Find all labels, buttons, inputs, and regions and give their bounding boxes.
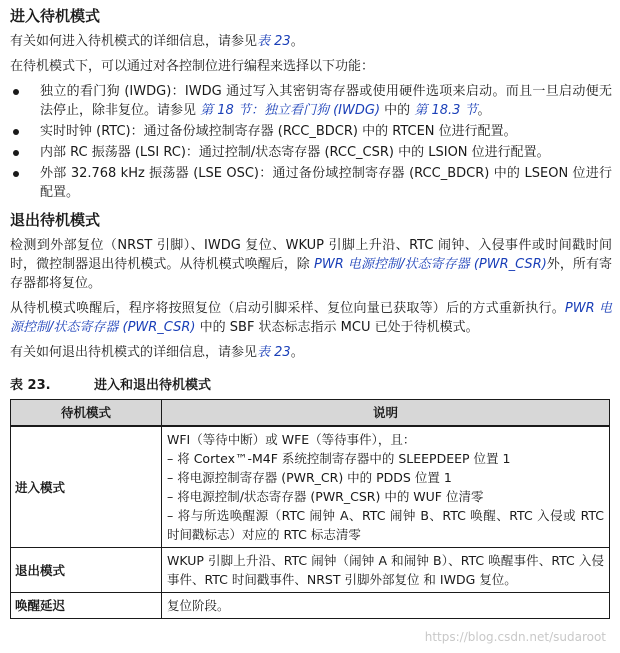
pwr-csr-link-2[interactable]: PWR 电源控制/状态寄存器 (PWR_CSR) — [10, 301, 612, 335]
exit-paragraph-1 — [10, 236, 612, 293]
standby-mode-table — [10, 399, 610, 619]
exit-p3-text: 有关如何退出待机模式的详细信息，请参见 — [10, 345, 258, 360]
header-description: 说明 — [162, 400, 610, 427]
mode-exit: 退出模式 — [11, 548, 162, 593]
iwdg-text-end: 。 — [477, 103, 491, 118]
watermark: https://blog.csdn.net/sudaroot — [424, 630, 606, 644]
list-item-rtc: 实时时钟 (RTC)：通过备份域控制寄存器 (RCC_BDCR) 中的 RTCEN 位进行配置。 — [10, 122, 612, 141]
table-caption-title: 进入和退出待机模式 — [94, 378, 212, 393]
enter-intro-paragraph — [10, 32, 612, 51]
enter-lead-paragraph: 在待机模式下，可以通过对各控制位进行编程来选择以下功能： — [10, 59, 375, 74]
mode-enter: 进入模式 — [11, 426, 162, 548]
exit-standby-heading: 退出待机模式 — [10, 211, 101, 229]
feature-list — [10, 82, 612, 202]
exit-paragraph-3 — [10, 343, 612, 362]
list-item-iwdg — [10, 82, 612, 120]
table-23-link-2[interactable]: 表 23 — [257, 345, 291, 360]
exit-p3-end: 。 — [290, 345, 304, 360]
section-18-link[interactable]: 第 18 节：独立看门狗 (IWDG) — [200, 103, 381, 118]
exit-p1-text: 检测到外部复位（NRST 引脚）、IWDG 复位、WKUP 引脚上升沿、RTC 闹钟、入侵事件或时间戳时间时，微控制器退出待机模式。从待机模式唤醒后，除 — [10, 238, 612, 272]
enter-standby-heading: 进入待机模式 — [10, 7, 101, 25]
desc-line: – 将与所选唤醒源（RTC 闹钟 A、RTC 闹钟 B、RTC 唤醒、RTC 入侵或 RTC 时间戳标志）对应的 RTC 标志清零 — [167, 508, 604, 542]
table-caption — [10, 376, 612, 395]
exit-p2-end: 中的 SBF 状态标志指示 MCU 已处于待机模式。 — [199, 320, 479, 335]
desc-line: 复位阶段。 — [167, 598, 230, 613]
section-18-3-link[interactable]: 第 18.3 节 — [414, 103, 478, 118]
table-caption-number: 表 23. — [10, 378, 51, 393]
iwdg-text-middle: 中的 — [384, 103, 411, 118]
list-item-lse: 外部 32.768 kHz 振荡器 (LSE OSC)：通过备份域控制寄存器 (RCC_BDCR) 中的 LSEON 位进行配置。 — [10, 164, 612, 202]
header-standby-mode: 待机模式 — [11, 400, 162, 427]
table-header-row — [11, 400, 610, 427]
exit-p2-text: 从待机模式唤醒后，程序将按照复位（启动引脚采样、复位向量已获取等）后的方式重新执行。 — [10, 301, 565, 316]
exit-paragraph-2 — [10, 299, 612, 337]
desc-line: WKUP 引脚上升沿、RTC 闹钟（闹钟 A 和闹钟 B）、RTC 唤醒事件、RTC 入侵事件、RTC 时间戳事件、NRST 引脚外部复位 和 IWDG 复位。 — [167, 553, 604, 587]
table-row — [11, 548, 610, 593]
enter-intro-end: 。 — [290, 34, 304, 49]
table-23-link[interactable]: 表 23 — [257, 34, 291, 49]
desc-line: – 将电源控制寄存器 (PWR_CR) 中的 PDDS 位置 1 — [167, 470, 452, 485]
desc-exit — [162, 548, 610, 593]
desc-enter — [162, 426, 610, 548]
enter-intro-text: 有关如何进入待机模式的详细信息，请参见 — [10, 34, 258, 49]
mode-wakeup-latency: 唤醒延迟 — [11, 593, 162, 619]
desc-line: – 将电源控制/状态寄存器 (PWR_CSR) 中的 WUF 位清零 — [167, 489, 484, 504]
pwr-csr-link-1[interactable]: PWR 电源控制/状态寄存器 (PWR_CSR) — [314, 257, 547, 272]
desc-line: – 将 Cortex™-M4F 系统控制寄存器中的 SLEEPDEEP 位置 1 — [167, 451, 511, 466]
iwdg-text: 独立的看门狗 (IWDG)：IWDG 通过写入其密钥寄存器或使用硬件选项来启动。而且一旦启动便无法停止，除非复位。请参见 — [40, 84, 612, 118]
list-item-lsi: 内部 RC 振荡器 (LSI RC)：通过控制/状态寄存器 (RCC_CSR) 中的 LSION 位进行配置。 — [10, 143, 612, 162]
exit-p1-end: 外，所有寄存器都将复位。 — [10, 257, 612, 291]
desc-wakeup-latency — [162, 593, 610, 619]
desc-line: WFI（等待中断）或 WFE（等待事件），且： — [167, 432, 416, 447]
table-row — [11, 593, 610, 619]
table-row — [11, 426, 610, 548]
